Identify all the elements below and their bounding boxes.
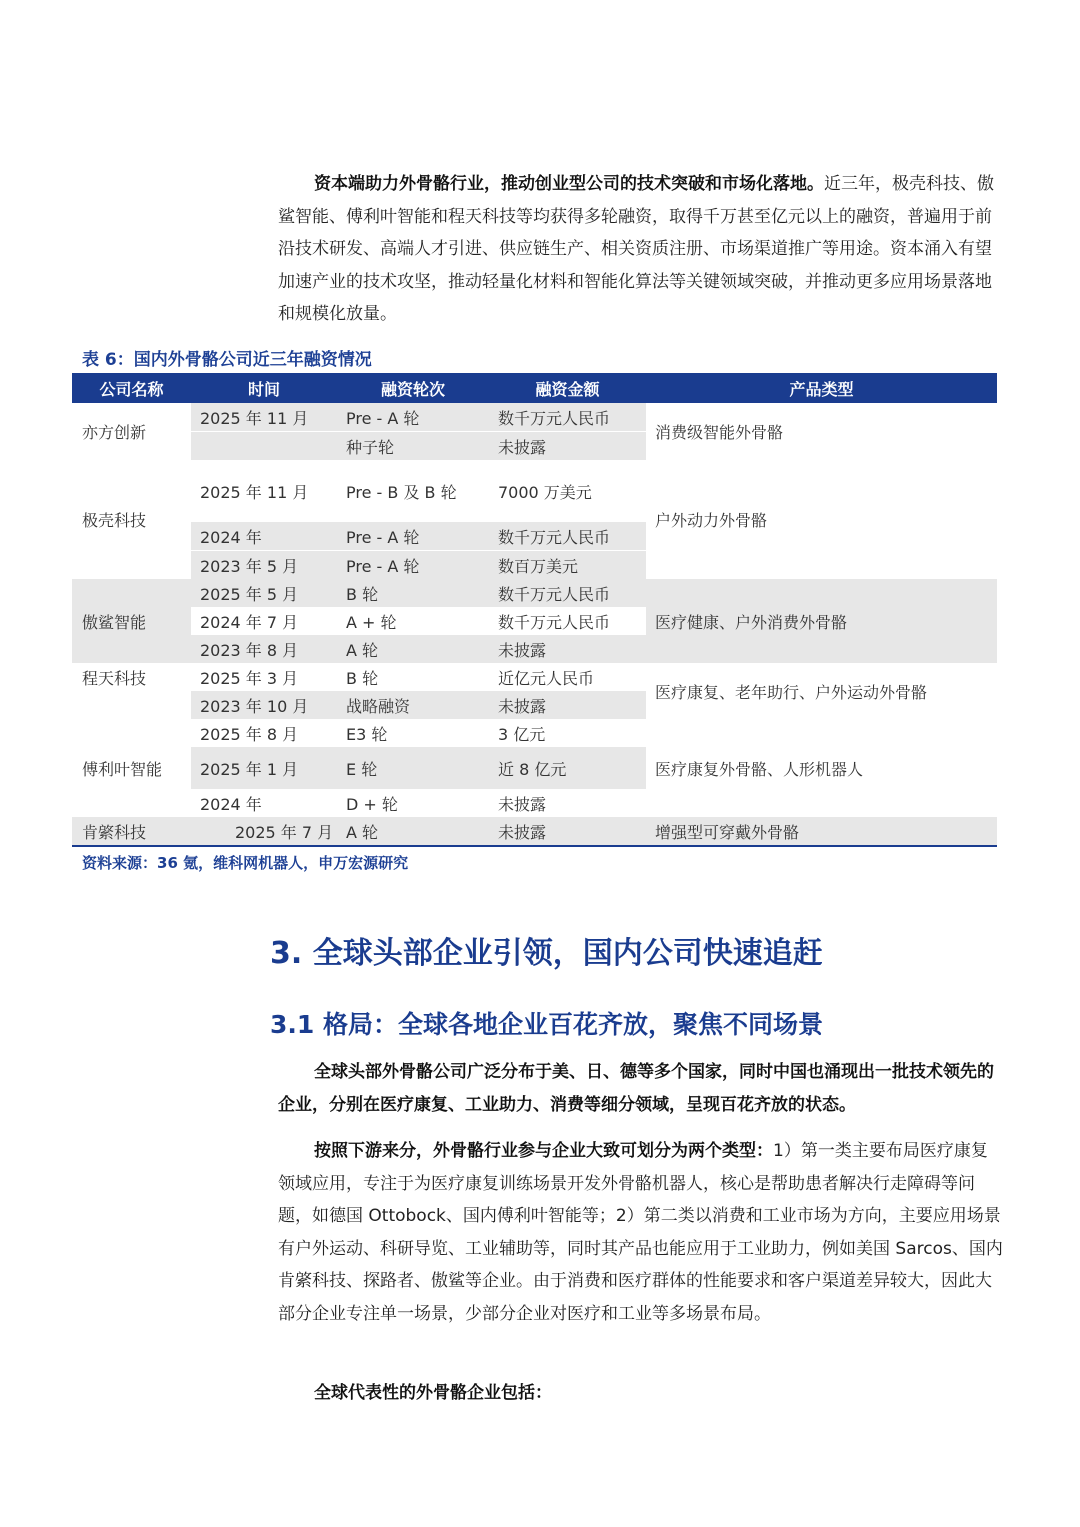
time-cell: 2024 年 7 月 [191,607,337,635]
amount-cell: 近亿元人民币 [489,663,646,691]
time-cell: 2025 年 3 月 [191,663,337,691]
table-row [72,579,997,607]
time-cell: 2023 年 5 月 [191,551,337,580]
category-lead: 按照下游来分，外骨骼行业参与企业大致可划分为两个类型： [314,1141,773,1161]
product-cell: 医疗健康、户外消费外骨骼 [646,579,997,663]
table-row [72,817,997,846]
round-cell: A + 轮 [337,607,489,635]
round-cell: B 轮 [337,663,489,691]
representative-paragraph [278,1377,1004,1410]
company-cell: 傲鲨智能 [72,579,191,663]
amount-cell: 3 亿元 [489,719,646,747]
table-row [72,460,997,522]
product-cell: 增强型可穿戴外骨骼 [646,817,997,846]
company-cell: 肯綮科技 [72,817,191,846]
amount-cell: 未披露 [489,789,646,817]
time-cell: 2023 年 8 月 [191,635,337,663]
header-amount: 融资金额 [489,373,646,403]
round-cell: Pre - A 轮 [337,403,489,432]
time-cell: 2025 年 7 月 [191,817,337,846]
amount-cell: 未披露 [489,817,646,846]
category-text: 1）第一类主要布局医疗康复领域应用，专注于为医疗康复训练场景开发外骨骼机器人，核心是帮助患者解决行走障碍等问题，如德国 Ottobock、国内傅利叶智能等；2）第二类以消费和工业市场为方向，主要应用场景有户外运动、科研导览、工业辅助等，同时其产品也能应用于工业助力，例如美国 Sarcos、国内肯綮科技、探路者、傲鲨等企业。由于消费和医疗群体的性能要求和客户渠道差异较大，因此大部分企业专注单一场景，少部分企业对医疗和工业等多场景布局。 [278,1141,1003,1324]
round-cell: D + 轮 [337,789,489,817]
amount-cell: 未披露 [489,432,646,461]
header-round: 融资轮次 [337,373,489,403]
round-cell: A 轮 [337,635,489,663]
product-cell: 医疗康复、老年助行、户外运动外骨骼 [646,663,997,719]
amount-cell: 近 8 亿元 [489,747,646,789]
round-cell: Pre - A 轮 [337,551,489,580]
product-cell: 户外动力外骨骼 [646,460,997,579]
table-row [72,403,997,432]
intro-lead: 资本端助力外骨骼行业，推动创业型公司的技术突破和市场化落地。 [314,174,824,194]
section-heading: 3. 全球头部企业引领，国内公司快速追赶 [270,936,823,971]
intro-paragraph [278,168,1004,331]
product-cell: 医疗康复外骨骼、人形机器人 [646,719,997,817]
time-cell: 2025 年 11 月 [191,403,337,432]
round-cell: 种子轮 [337,432,489,461]
round-cell: Pre - A 轮 [337,522,489,551]
time-cell: 2024 年 [191,522,337,551]
category-paragraph [278,1135,1004,1330]
company-cell: 傅利叶智能 [72,719,191,817]
header-time: 时间 [191,373,337,403]
table-title: 表 6：国内外骨骼公司近三年融资情况 [82,350,372,370]
amount-cell: 数千万元人民币 [489,403,646,432]
round-cell: B 轮 [337,579,489,607]
time-cell: 2023 年 10 月 [191,691,337,719]
round-cell: A 轮 [337,817,489,846]
subsection-heading: 3.1 格局：全球各地企业百花齐放，聚焦不同场景 [270,1010,823,1039]
table-row [72,663,997,691]
product-cell: 消费级智能外骨骼 [646,403,997,460]
round-cell: E3 轮 [337,719,489,747]
time-cell: 2025 年 11 月 [191,460,337,522]
time-cell: 2025 年 5 月 [191,579,337,607]
time-cell: 2025 年 8 月 [191,719,337,747]
time-cell: 2025 年 1 月 [191,747,337,789]
amount-cell: 数千万元人民币 [489,579,646,607]
amount-cell: 未披露 [489,635,646,663]
round-cell: Pre - B 及 B 轮 [337,460,489,522]
landscape-lead: 全球头部外骨骼公司广泛分布于美、日、德等多个国家，同时中国也涌现出一批技术领先的企业，分别在医疗康复、工业助力、消费等细分领域，呈现百花齐放的状态。 [278,1062,994,1115]
table-source: 资料来源：36 氪，维科网机器人，申万宏源研究 [82,854,409,872]
representative-lead: 全球代表性的外骨骼企业包括： [314,1383,552,1403]
company-cell: 极壳科技 [72,460,191,579]
amount-cell: 数千万元人民币 [489,607,646,635]
company-cell: 亦方创新 [72,403,191,460]
round-cell: 战略融资 [337,691,489,719]
amount-cell: 数千万元人民币 [489,522,646,551]
table-row [72,719,997,747]
amount-cell: 未披露 [489,691,646,719]
round-cell: E 轮 [337,747,489,789]
header-product: 产品类型 [646,373,997,403]
intro-text: 近三年，极壳科技、傲鲨智能、傅利叶智能和程天科技等均获得多轮融资，取得千万甚至亿元以上的融资，普遍用于前沿技术研发、高端人才引进、供应链生产、相关资质注册、市场渠道推广等用途。资本涌入有望加速产业的技术攻坚，推动轻量化材料和智能化算法等关键领域突破，并推动更多应用场景落地和规模化放量。 [278,174,994,324]
landscape-paragraph [278,1056,1004,1121]
company-cell: 程天科技 [72,663,191,719]
financing-table [72,373,997,847]
amount-cell: 7000 万美元 [489,460,646,522]
header-company: 公司名称 [72,373,191,403]
amount-cell: 数百万美元 [489,551,646,580]
table-header-row [72,373,997,403]
time-cell: 2024 年 [191,789,337,817]
time-cell [191,432,337,461]
